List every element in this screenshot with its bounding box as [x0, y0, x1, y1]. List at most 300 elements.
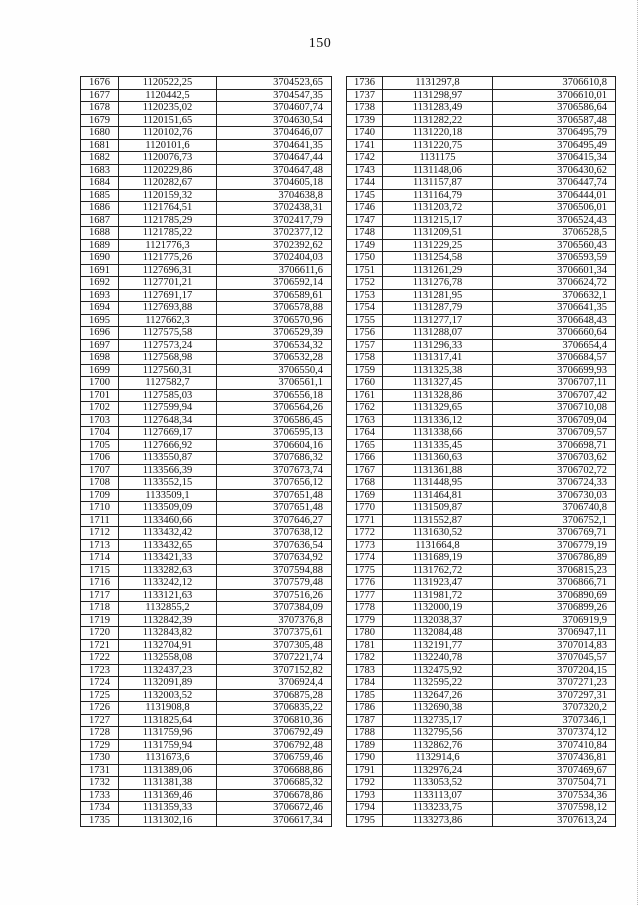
- point-number-cell: 1689: [81, 239, 119, 252]
- table-row: [347, 464, 616, 477]
- x-coordinate-cell: 1131203,72: [383, 202, 493, 215]
- point-number-cell: 1792: [347, 777, 383, 790]
- x-coordinate-cell: 1121785,22: [119, 227, 217, 240]
- x-coordinate-cell: 1131297,8: [383, 77, 493, 90]
- x-coordinate-cell: 1133273,86: [383, 814, 493, 827]
- table-row: [347, 489, 616, 502]
- table-row: [81, 452, 332, 465]
- y-coordinate-cell: 3704646,07: [217, 127, 332, 140]
- y-coordinate-cell: 3707534,36: [493, 789, 616, 802]
- y-coordinate-cell: 3707579,48: [217, 577, 332, 590]
- y-coordinate-cell: 3706560,43: [493, 239, 616, 252]
- x-coordinate-cell: 1131335,45: [383, 439, 493, 452]
- x-coordinate-cell: 1131287,79: [383, 302, 493, 315]
- y-coordinate-cell: 3702392,62: [217, 239, 332, 252]
- point-number-cell: 1682: [81, 152, 119, 165]
- point-number-cell: 1781: [347, 639, 383, 652]
- y-coordinate-cell: 3704647,44: [217, 152, 332, 165]
- x-coordinate-cell: 1131283,49: [383, 102, 493, 115]
- x-coordinate-cell: 1131282,22: [383, 114, 493, 127]
- y-coordinate-cell: 3706707,11: [493, 377, 616, 390]
- point-number-cell: 1701: [81, 389, 119, 402]
- y-coordinate-cell: 3707594,88: [217, 564, 332, 577]
- y-coordinate-cell: 3706740,8: [493, 502, 616, 515]
- table-row: [81, 439, 332, 452]
- point-number-cell: 1767: [347, 464, 383, 477]
- y-coordinate-cell: 3707376,8: [217, 614, 332, 627]
- point-number-cell: 1702: [81, 402, 119, 415]
- x-coordinate-cell: 1132843,82: [119, 627, 217, 640]
- table-body: [81, 77, 332, 827]
- table-row: [81, 289, 332, 302]
- point-number-cell: 1741: [347, 139, 383, 152]
- table-row: [81, 789, 332, 802]
- y-coordinate-cell: 3704647,48: [217, 164, 332, 177]
- y-coordinate-cell: 3707636,54: [217, 539, 332, 552]
- table-row: [81, 689, 332, 702]
- x-coordinate-cell: 1131276,78: [383, 277, 493, 290]
- table-row: [81, 177, 332, 190]
- y-coordinate-cell: 3706561,1: [217, 377, 332, 390]
- y-coordinate-cell: 3706617,34: [217, 814, 332, 827]
- y-coordinate-cell: 3707638,12: [217, 527, 332, 540]
- table-row: [81, 777, 332, 790]
- x-coordinate-cell: 1131762,72: [383, 564, 493, 577]
- y-coordinate-cell: 3706835,22: [217, 702, 332, 715]
- point-number-cell: 1787: [347, 714, 383, 727]
- x-coordinate-cell: 1127669,17: [119, 427, 217, 440]
- y-coordinate-cell: 3707152,82: [217, 664, 332, 677]
- y-coordinate-cell: 3706528,5: [493, 227, 616, 240]
- y-coordinate-cell: 3704630,54: [217, 114, 332, 127]
- x-coordinate-cell: 1133432,65: [119, 539, 217, 552]
- table-row: [81, 602, 332, 615]
- y-coordinate-cell: 3706648,43: [493, 314, 616, 327]
- point-number-cell: 1691: [81, 264, 119, 277]
- x-coordinate-cell: 1133432,42: [119, 527, 217, 540]
- table-row: [347, 614, 616, 627]
- point-number-cell: 1753: [347, 289, 383, 302]
- table-row: [347, 102, 616, 115]
- table-row: [81, 114, 332, 127]
- x-coordinate-cell: 1133121,63: [119, 589, 217, 602]
- point-number-cell: 1779: [347, 614, 383, 627]
- point-number-cell: 1733: [81, 789, 119, 802]
- point-number-cell: 1694: [81, 302, 119, 315]
- y-coordinate-cell: 3706710,08: [493, 402, 616, 415]
- x-coordinate-cell: 1133113,07: [383, 789, 493, 802]
- table-row: [347, 527, 616, 540]
- point-number-cell: 1760: [347, 377, 383, 390]
- page-edge-line: [636, 0, 638, 905]
- x-coordinate-cell: 1133509,09: [119, 502, 217, 515]
- table-row: [81, 477, 332, 490]
- y-coordinate-cell: 3706685,32: [217, 777, 332, 790]
- table-row: [81, 764, 332, 777]
- point-number-cell: 1707: [81, 464, 119, 477]
- y-coordinate-cell: 3706444,01: [493, 189, 616, 202]
- x-coordinate-cell: 1132704,91: [119, 639, 217, 652]
- point-number-cell: 1742: [347, 152, 383, 165]
- point-number-cell: 1738: [347, 102, 383, 115]
- point-number-cell: 1709: [81, 489, 119, 502]
- y-coordinate-cell: 3706899,26: [493, 602, 616, 615]
- point-number-cell: 1785: [347, 689, 383, 702]
- y-coordinate-cell: 3706660,64: [493, 327, 616, 340]
- point-number-cell: 1778: [347, 602, 383, 615]
- y-coordinate-cell: 3702438,31: [217, 202, 332, 215]
- table-row: [81, 589, 332, 602]
- table-row: [81, 552, 332, 565]
- point-number-cell: 1745: [347, 189, 383, 202]
- x-coordinate-cell: 1120229,86: [119, 164, 217, 177]
- table-row: [81, 302, 332, 315]
- point-number-cell: 1757: [347, 339, 383, 352]
- table-row: [347, 564, 616, 577]
- table-row: [81, 152, 332, 165]
- x-coordinate-cell: 1131298,97: [383, 89, 493, 102]
- x-coordinate-cell: 1133053,52: [383, 777, 493, 790]
- point-number-cell: 1765: [347, 439, 383, 452]
- point-number-cell: 1752: [347, 277, 383, 290]
- point-number-cell: 1773: [347, 539, 383, 552]
- x-coordinate-cell: 1133421,33: [119, 552, 217, 565]
- y-coordinate-cell: 3706534,32: [217, 339, 332, 352]
- x-coordinate-cell: 1133282,63: [119, 564, 217, 577]
- y-coordinate-cell: 3707651,48: [217, 489, 332, 502]
- x-coordinate-cell: 1131759,96: [119, 727, 217, 740]
- y-coordinate-cell: 3706601,34: [493, 264, 616, 277]
- y-coordinate-cell: 3706529,39: [217, 327, 332, 340]
- point-number-cell: 1717: [81, 589, 119, 602]
- point-number-cell: 1783: [347, 664, 383, 677]
- y-coordinate-cell: 3707375,61: [217, 627, 332, 640]
- table-row: [347, 289, 616, 302]
- y-coordinate-cell: 3706611,6: [217, 264, 332, 277]
- point-number-cell: 1756: [347, 327, 383, 340]
- point-number-cell: 1775: [347, 564, 383, 577]
- point-number-cell: 1776: [347, 577, 383, 590]
- y-coordinate-cell: 3706589,61: [217, 289, 332, 302]
- x-coordinate-cell: 1131369,46: [119, 789, 217, 802]
- point-number-cell: 1677: [81, 89, 119, 102]
- x-coordinate-cell: 1127599,94: [119, 402, 217, 415]
- point-number-cell: 1679: [81, 114, 119, 127]
- point-number-cell: 1739: [347, 114, 383, 127]
- y-coordinate-cell: 3706506,01: [493, 202, 616, 215]
- table-row: [81, 102, 332, 115]
- point-number-cell: 1734: [81, 802, 119, 815]
- table-row: [347, 352, 616, 365]
- table-row: [81, 202, 332, 215]
- table-row: [347, 677, 616, 690]
- point-number-cell: 1693: [81, 289, 119, 302]
- y-coordinate-cell: 3704547,35: [217, 89, 332, 102]
- point-number-cell: 1747: [347, 214, 383, 227]
- y-coordinate-cell: 3706550,4: [217, 364, 332, 377]
- x-coordinate-cell: 1131908,8: [119, 702, 217, 715]
- point-number-cell: 1711: [81, 514, 119, 527]
- x-coordinate-cell: 1131923,47: [383, 577, 493, 590]
- point-number-cell: 1695: [81, 314, 119, 327]
- table-row: [81, 802, 332, 815]
- table-row: [347, 689, 616, 702]
- y-coordinate-cell: 3707598,12: [493, 802, 616, 815]
- y-coordinate-cell: 3706810,36: [217, 714, 332, 727]
- table-row: [347, 664, 616, 677]
- x-coordinate-cell: 1132595,22: [383, 677, 493, 690]
- y-coordinate-cell: 3706919,9: [493, 614, 616, 627]
- x-coordinate-cell: 1127696,31: [119, 264, 217, 277]
- x-coordinate-cell: 1132475,92: [383, 664, 493, 677]
- y-coordinate-cell: 3707516,26: [217, 589, 332, 602]
- y-coordinate-cell: 3706688,86: [217, 764, 332, 777]
- table-row: [81, 277, 332, 290]
- y-coordinate-cell: 3706730,03: [493, 489, 616, 502]
- table-row: [81, 89, 332, 102]
- y-coordinate-cell: 3707221,74: [217, 652, 332, 665]
- table-row: [81, 264, 332, 277]
- table-row: [81, 814, 332, 827]
- point-number-cell: 1686: [81, 202, 119, 215]
- table-row: [81, 314, 332, 327]
- y-coordinate-cell: 3706610,8: [493, 77, 616, 90]
- y-coordinate-cell: 3707656,12: [217, 477, 332, 490]
- table-row: [81, 127, 332, 140]
- table-row: [347, 539, 616, 552]
- y-coordinate-cell: 3706924,4: [217, 677, 332, 690]
- x-coordinate-cell: 1131464,81: [383, 489, 493, 502]
- x-coordinate-cell: 1132091,89: [119, 677, 217, 690]
- point-number-cell: 1763: [347, 414, 383, 427]
- x-coordinate-cell: 1131220,18: [383, 127, 493, 140]
- point-number-cell: 1688: [81, 227, 119, 240]
- x-coordinate-cell: 1132976,24: [383, 764, 493, 777]
- y-coordinate-cell: 3707646,27: [217, 514, 332, 527]
- x-coordinate-cell: 1121775,26: [119, 252, 217, 265]
- x-coordinate-cell: 1120159,32: [119, 189, 217, 202]
- table-row: [81, 752, 332, 765]
- x-coordinate-cell: 1127585,03: [119, 389, 217, 402]
- point-number-cell: 1696: [81, 327, 119, 340]
- y-coordinate-cell: 3706610,01: [493, 89, 616, 102]
- x-coordinate-cell: 1133552,15: [119, 477, 217, 490]
- point-number-cell: 1731: [81, 764, 119, 777]
- x-coordinate-cell: 1127582,7: [119, 377, 217, 390]
- point-number-cell: 1789: [347, 739, 383, 752]
- table-row: [81, 502, 332, 515]
- x-coordinate-cell: 1131254,58: [383, 252, 493, 265]
- y-coordinate-cell: 3706624,72: [493, 277, 616, 290]
- x-coordinate-cell: 1131261,29: [383, 264, 493, 277]
- point-number-cell: 1728: [81, 727, 119, 740]
- point-number-cell: 1697: [81, 339, 119, 352]
- point-number-cell: 1769: [347, 489, 383, 502]
- point-number-cell: 1772: [347, 527, 383, 540]
- point-number-cell: 1774: [347, 552, 383, 565]
- x-coordinate-cell: 1131209,51: [383, 227, 493, 240]
- x-coordinate-cell: 1131361,88: [383, 464, 493, 477]
- x-coordinate-cell: 1132240,78: [383, 652, 493, 665]
- y-coordinate-cell: 3707374,12: [493, 727, 616, 740]
- y-coordinate-cell: 3706586,64: [493, 102, 616, 115]
- y-coordinate-cell: 3706875,28: [217, 689, 332, 702]
- y-coordinate-cell: 3706447,74: [493, 177, 616, 190]
- x-coordinate-cell: 1131630,52: [383, 527, 493, 540]
- table-row: [347, 439, 616, 452]
- point-number-cell: 1740: [347, 127, 383, 140]
- y-coordinate-cell: 3707271,23: [493, 677, 616, 690]
- y-coordinate-cell: 3706684,57: [493, 352, 616, 365]
- table-row: [81, 677, 332, 690]
- table-row: [81, 564, 332, 577]
- y-coordinate-cell: 3707410,84: [493, 739, 616, 752]
- x-coordinate-cell: 1132038,37: [383, 614, 493, 627]
- table-row: [81, 77, 332, 90]
- point-number-cell: 1727: [81, 714, 119, 727]
- point-number-cell: 1744: [347, 177, 383, 190]
- y-coordinate-cell: 3706564,26: [217, 402, 332, 415]
- table-row: [81, 739, 332, 752]
- point-number-cell: 1712: [81, 527, 119, 540]
- y-coordinate-cell: 3706415,34: [493, 152, 616, 165]
- table-row: [347, 127, 616, 140]
- table-row: [347, 327, 616, 340]
- x-coordinate-cell: 1120151,65: [119, 114, 217, 127]
- table-row: [347, 214, 616, 227]
- x-coordinate-cell: 1127573,24: [119, 339, 217, 352]
- x-coordinate-cell: 1131338,66: [383, 427, 493, 440]
- y-coordinate-cell: 3706752,1: [493, 514, 616, 527]
- point-number-cell: 1684: [81, 177, 119, 190]
- point-number-cell: 1758: [347, 352, 383, 365]
- x-coordinate-cell: 1133242,12: [119, 577, 217, 590]
- table-row: [81, 727, 332, 740]
- table-row: [347, 514, 616, 527]
- x-coordinate-cell: 1127691,17: [119, 289, 217, 302]
- table-row: [81, 139, 332, 152]
- point-number-cell: 1786: [347, 702, 383, 715]
- x-coordinate-cell: 1131389,06: [119, 764, 217, 777]
- point-number-cell: 1762: [347, 402, 383, 415]
- y-coordinate-cell: 3706495,79: [493, 127, 616, 140]
- y-coordinate-cell: 3706586,45: [217, 414, 332, 427]
- x-coordinate-cell: 1133233,75: [383, 802, 493, 815]
- y-coordinate-cell: 3706593,59: [493, 252, 616, 265]
- x-coordinate-cell: 1132003,52: [119, 689, 217, 702]
- point-number-cell: 1692: [81, 277, 119, 290]
- table-row: [81, 364, 332, 377]
- x-coordinate-cell: 1133509,1: [119, 489, 217, 502]
- y-coordinate-cell: 3706702,72: [493, 464, 616, 477]
- table-row: [347, 627, 616, 640]
- y-coordinate-cell: 3706592,14: [217, 277, 332, 290]
- point-number-cell: 1790: [347, 752, 383, 765]
- x-coordinate-cell: 1131296,33: [383, 339, 493, 352]
- table-row: [81, 464, 332, 477]
- table-row: [81, 414, 332, 427]
- point-number-cell: 1784: [347, 677, 383, 690]
- point-number-cell: 1708: [81, 477, 119, 490]
- x-coordinate-cell: 1127648,34: [119, 414, 217, 427]
- table-row: [347, 177, 616, 190]
- y-coordinate-cell: 3706779,19: [493, 539, 616, 552]
- y-coordinate-cell: 3706698,71: [493, 439, 616, 452]
- table-row: [347, 552, 616, 565]
- x-coordinate-cell: 1131317,41: [383, 352, 493, 365]
- point-number-cell: 1771: [347, 514, 383, 527]
- x-coordinate-cell: 1131448,95: [383, 477, 493, 490]
- point-number-cell: 1782: [347, 652, 383, 665]
- x-coordinate-cell: 1131509,87: [383, 502, 493, 515]
- table-row: [347, 264, 616, 277]
- table-row: [347, 502, 616, 515]
- table-row: [347, 389, 616, 402]
- x-coordinate-cell: 1121785,29: [119, 214, 217, 227]
- point-number-cell: 1726: [81, 702, 119, 715]
- point-number-cell: 1700: [81, 377, 119, 390]
- table-row: [347, 814, 616, 827]
- x-coordinate-cell: 1131673,6: [119, 752, 217, 765]
- x-coordinate-cell: 1131825,64: [119, 714, 217, 727]
- table-row: [347, 377, 616, 390]
- table-body: [347, 77, 616, 827]
- table-row: [81, 489, 332, 502]
- table-row: [347, 427, 616, 440]
- y-coordinate-cell: 3706678,86: [217, 789, 332, 802]
- y-coordinate-cell: 3702404,03: [217, 252, 332, 265]
- table-row: [81, 652, 332, 665]
- point-number-cell: 1730: [81, 752, 119, 765]
- y-coordinate-cell: 3706709,04: [493, 414, 616, 427]
- y-coordinate-cell: 3707504,71: [493, 777, 616, 790]
- y-coordinate-cell: 3706495,49: [493, 139, 616, 152]
- table-row: [81, 227, 332, 240]
- y-coordinate-cell: 3706769,71: [493, 527, 616, 540]
- table-row: [347, 189, 616, 202]
- point-number-cell: 1743: [347, 164, 383, 177]
- point-number-cell: 1794: [347, 802, 383, 815]
- table-row: [347, 452, 616, 465]
- point-number-cell: 1770: [347, 502, 383, 515]
- table-row: [81, 527, 332, 540]
- table-row: [347, 227, 616, 240]
- table-row: [81, 664, 332, 677]
- table-row: [81, 577, 332, 590]
- point-number-cell: 1751: [347, 264, 383, 277]
- x-coordinate-cell: 1131281,95: [383, 289, 493, 302]
- point-number-cell: 1719: [81, 614, 119, 627]
- x-coordinate-cell: 1127575,58: [119, 327, 217, 340]
- table-row: [81, 514, 332, 527]
- y-coordinate-cell: 3706532,28: [217, 352, 332, 365]
- x-coordinate-cell: 1131381,38: [119, 777, 217, 790]
- table-row: [81, 339, 332, 352]
- page-number: 150: [308, 36, 332, 51]
- y-coordinate-cell: 3707297,31: [493, 689, 616, 702]
- x-coordinate-cell: 1127666,92: [119, 439, 217, 452]
- x-coordinate-cell: 1132437,23: [119, 664, 217, 677]
- table-row: [81, 352, 332, 365]
- point-number-cell: 1714: [81, 552, 119, 565]
- y-coordinate-cell: 3704641,35: [217, 139, 332, 152]
- y-coordinate-cell: 3706578,88: [217, 302, 332, 315]
- x-coordinate-cell: 1131328,86: [383, 389, 493, 402]
- x-coordinate-cell: 1120442,5: [119, 89, 217, 102]
- table-row: [81, 239, 332, 252]
- table-row: [81, 214, 332, 227]
- point-number-cell: 1715: [81, 564, 119, 577]
